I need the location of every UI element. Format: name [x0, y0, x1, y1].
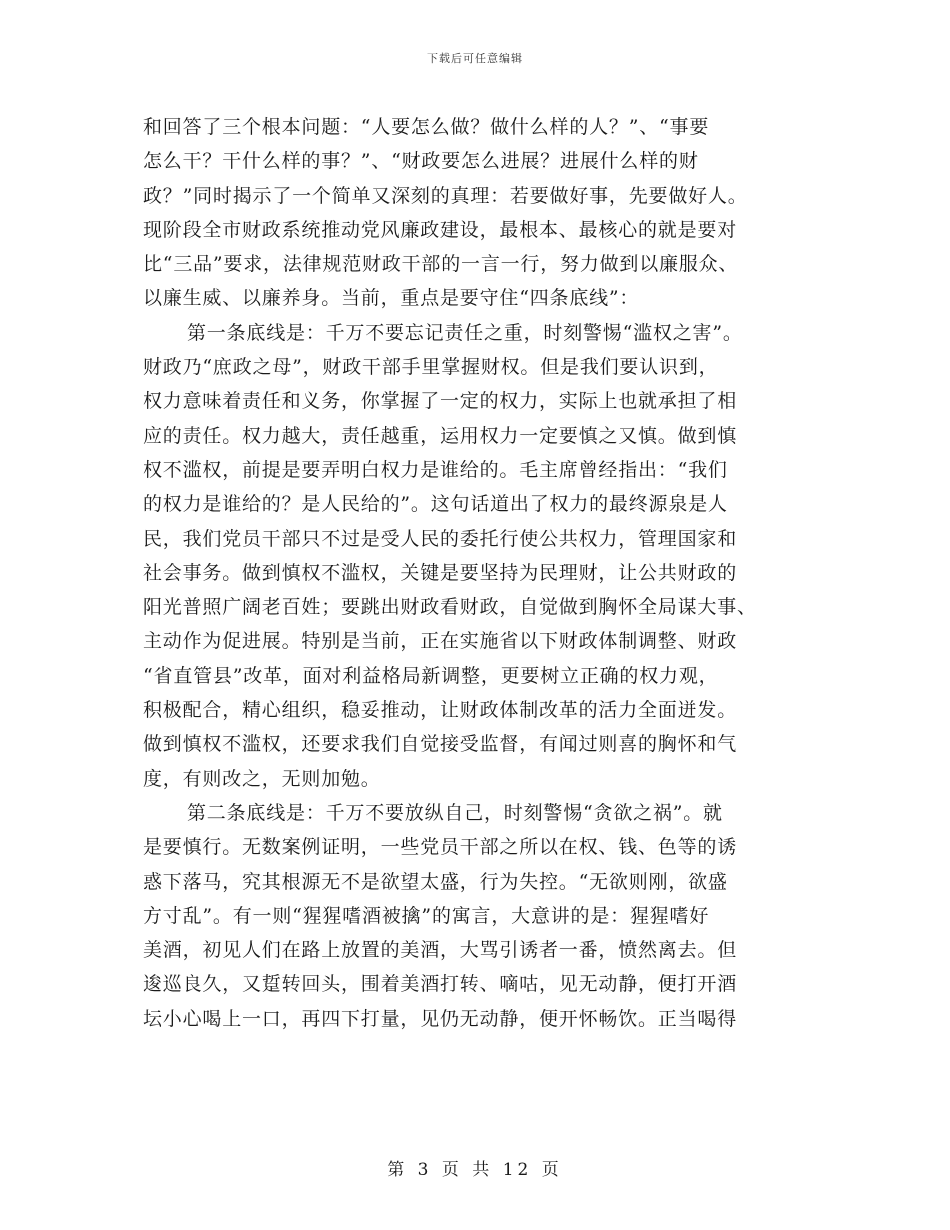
- text-line: 民，我们党员干部只不过是受人民的委托行使公共权力，管理国家和: [143, 527, 738, 550]
- text-line: 怎么干？干什么样的事？”、“财政要怎么进展？进展什么样的财: [143, 150, 699, 173]
- text-line: 是要慎行。无数案例证明，一些党员干部之所以在权、钱、色等的诱: [143, 836, 738, 859]
- text-line: 惑下落马，究其根源无不是欲望太盛，行为失控。“无欲则刚，欲盛: [143, 870, 728, 893]
- text-line: 方寸乱”。有一则“猩猩嗜酒被擒”的寓言，大意讲的是：猩猩嗜好: [143, 904, 710, 927]
- page-header: 下载后可任意编辑: [427, 52, 523, 65]
- text-line: 积极配合，精心组织，稳妥推动，让财政体制改革的活力全面迸发。: [143, 699, 738, 722]
- text-line: 逡巡良久，又踅转回头，围着美酒打转、嘀咕，见无动静，便打开酒: [143, 973, 738, 996]
- text-line: 阳光普照广阔老百姓；要跳出财政看财政，自觉做到胸怀全局谋大事、: [143, 596, 757, 619]
- text-line: 现阶段全市财政系统推动党风廉政建设，最根本、最核心的就是要对: [143, 218, 738, 241]
- text-line: 度，有则改之，无则加勉。: [143, 767, 381, 790]
- page-footer: 第 3 页 共 12 页: [387, 1160, 563, 1180]
- text-line: 财政乃“庶政之母”，财政干部手里掌握财权。但是我们要认识到，: [143, 356, 719, 379]
- text-line: 主动作为促进展。特别是当前，正在实施省以下财政体制调整、财政: [143, 630, 738, 653]
- text-line: 比“三品”要求，法律规范财政干部的一言一行，努力做到以廉服众、: [143, 253, 739, 276]
- text-line: 美酒，初见人们在路上放置的美酒，大骂引诱者一番，愤然离去。但: [143, 939, 738, 962]
- text-line: 应的责任。权力越大，责任越重，运用权力一定要慎之又慎。做到慎: [143, 424, 738, 447]
- text-line: 政？”同时揭示了一个简单又深刻的真理：若要做好事，先要做好人。: [143, 184, 748, 207]
- text-line: 社会事务。做到慎权不滥权，关键是要坚持为民理财，让公共财政的: [143, 561, 738, 584]
- text-line: 权力意味着责任和义务，你掌握了一定的权力，实际上也就承担了相: [143, 390, 738, 413]
- text-line: 和回答了三个根本问题：“人要怎么做？做什么样的人？”、“事要: [143, 116, 710, 138]
- text-line: 的权力是谁给的？是人民给的”。这句话道出了权力的最终源泉是人: [143, 493, 728, 516]
- text-line: 做到慎权不滥权，还要求我们自觉接受监督，有闻过则喜的胸怀和气: [143, 733, 738, 756]
- text-line: 权不滥权，前提是要弄明白权力是谁给的。毛主席曾经指出：“我们: [143, 458, 728, 481]
- document-body: [143, 110, 813, 1036]
- text-line: “省直管县”改革，面对利益格局新调整，更要树立正确的权力观，: [143, 664, 719, 687]
- paragraph-first-line: 第一条底线是：千万不要忘记责任之重，时刻警惕“滥权之害”。: [187, 321, 743, 344]
- text-line: 以廉生威、以廉养身。当前，重点是要守住“四条底线”：: [143, 287, 640, 310]
- paragraph-first-line: 第二条底线是：千万不要放纵自己，时刻警惕“贪欲之祸”。就: [187, 801, 723, 824]
- text-line: 坛小心喝上一口，再四下打量，见仍无动静，便开怀畅饮。正当喝得: [143, 1007, 738, 1030]
